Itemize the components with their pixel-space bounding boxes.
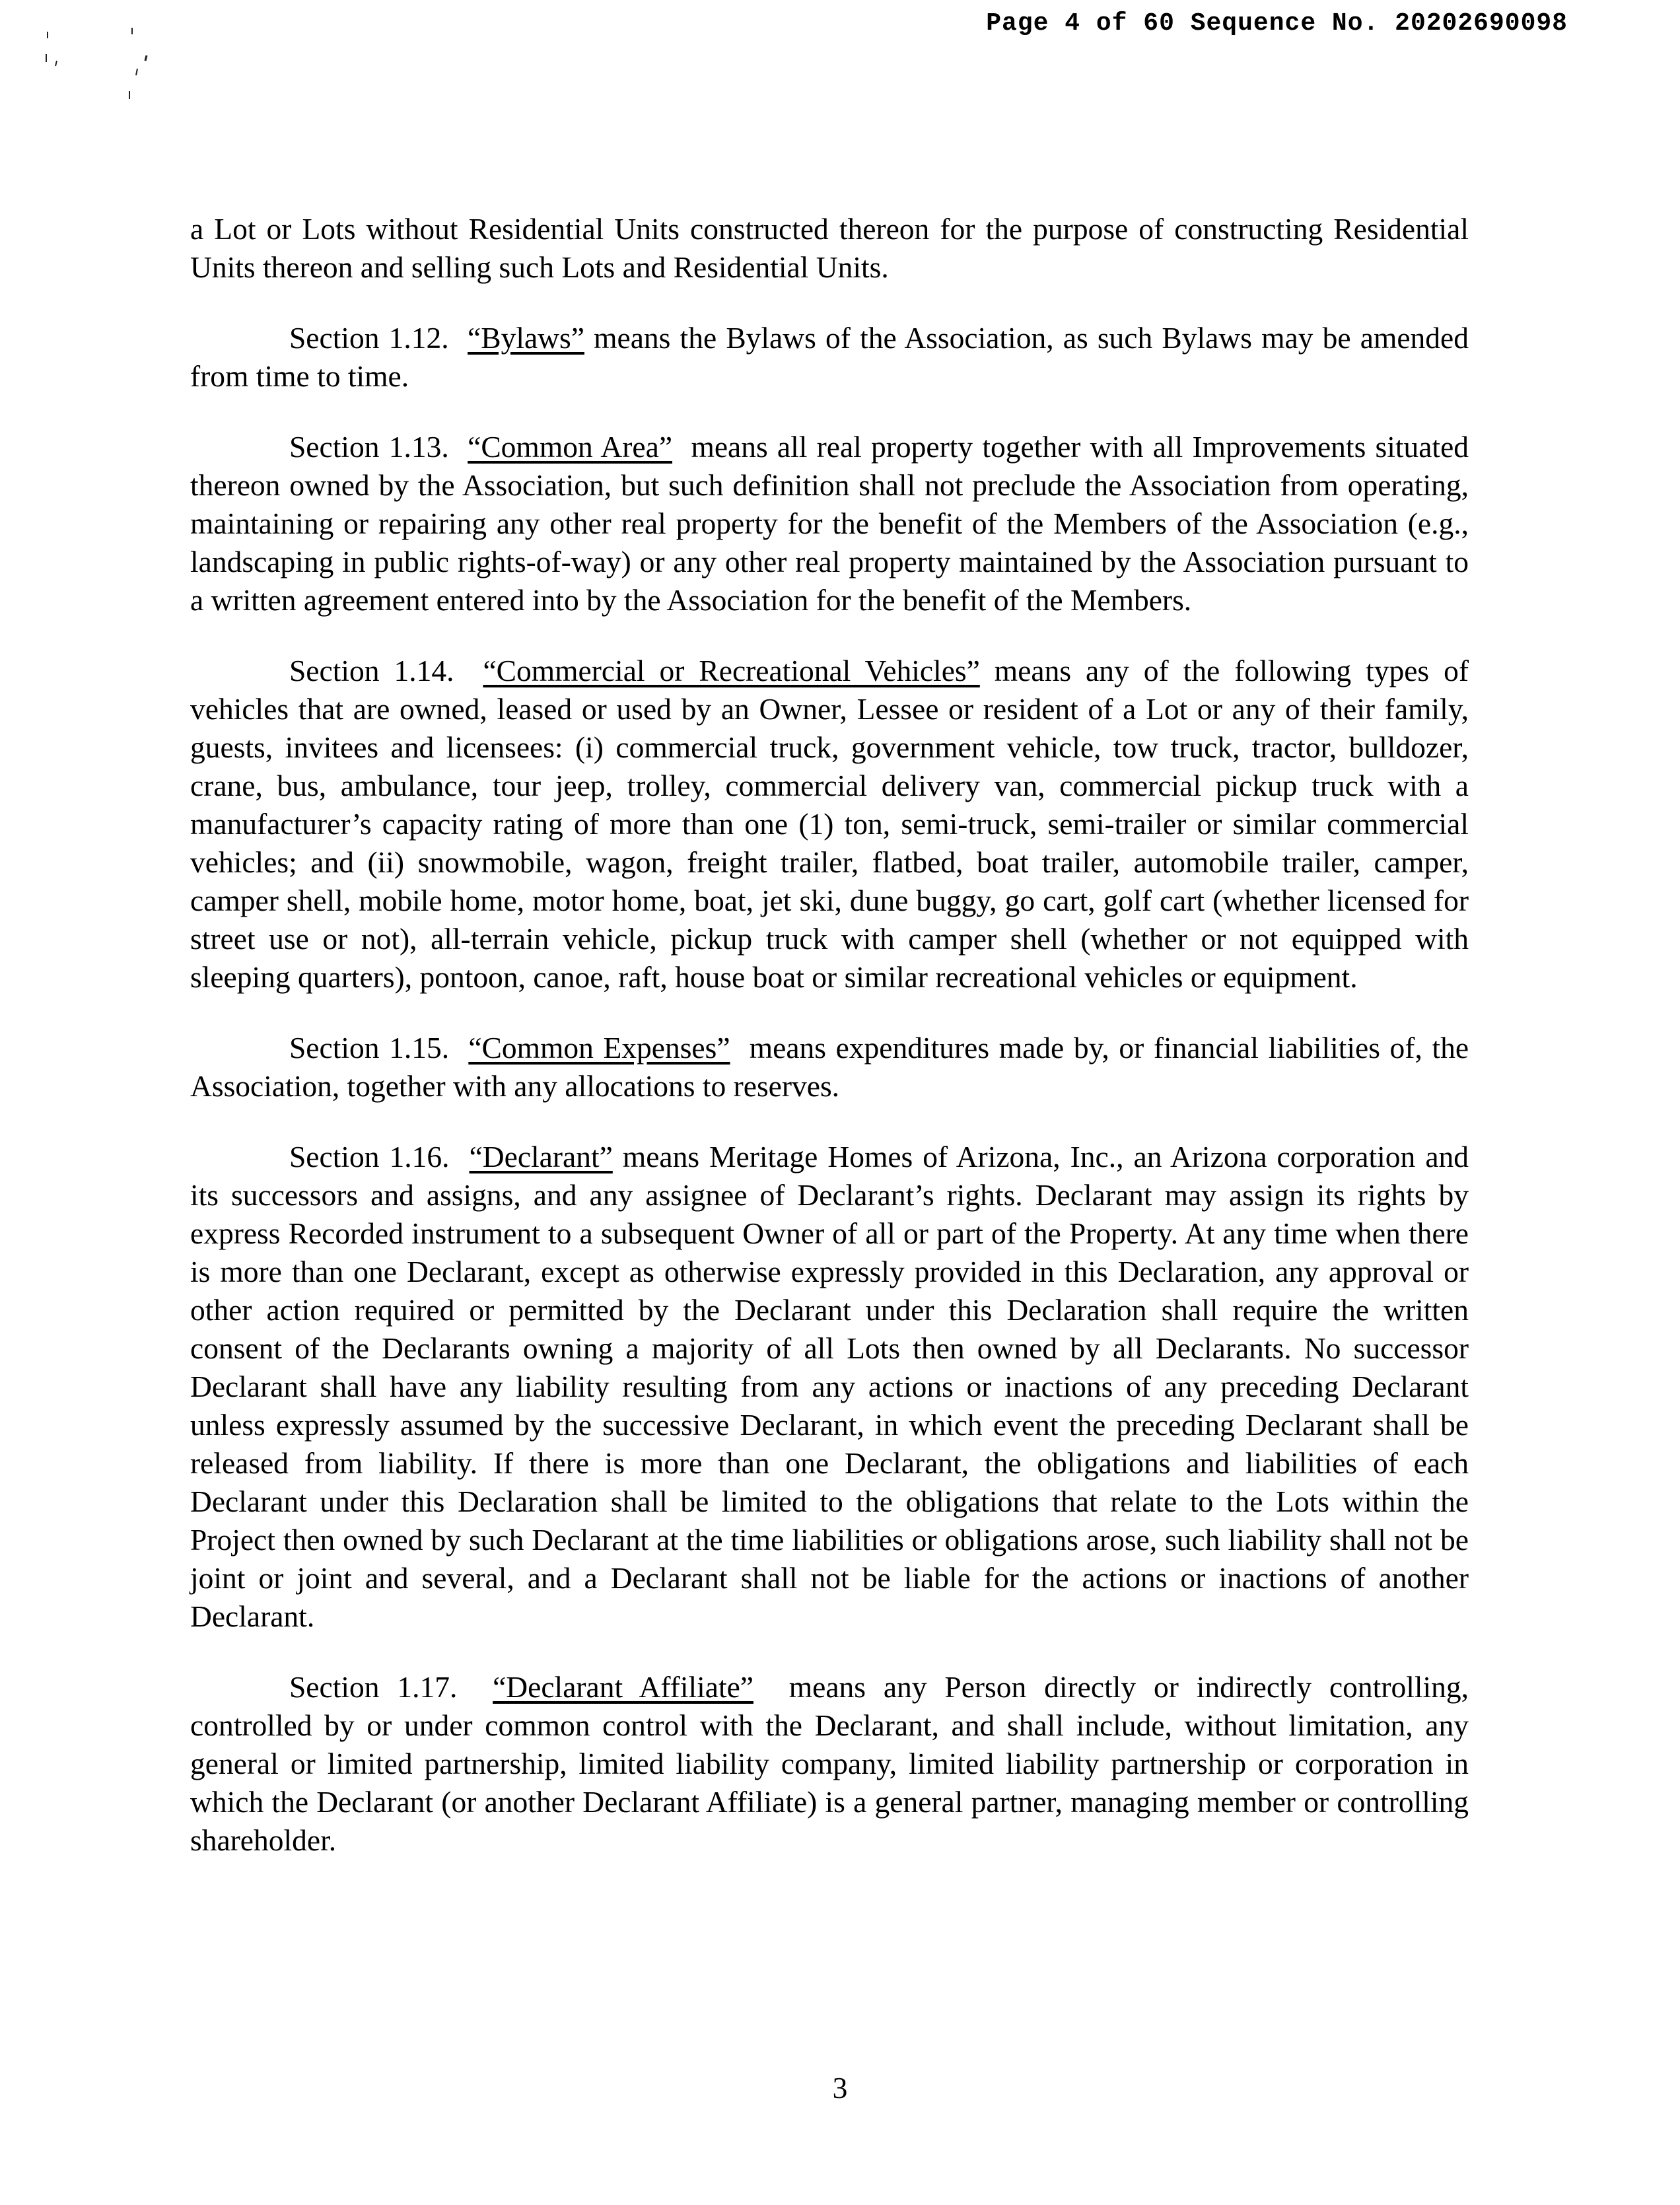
section-number: Section 1.17. — [289, 1670, 458, 1704]
defined-term: “Commercial or Recreational Vehicles” — [483, 654, 980, 687]
section-body: means all real property together with all Improvements situated thereon owned by the Association, but such definition shall not preclude the Association from operating, maintaining or repairing any other real property for the benefit of the Members of the Association (e.g., landscaping in public rights-of-way) or any other real property maintained by the Association pursuant to a written agreement entered into by the Association for the benefit of the Members. — [190, 430, 1469, 617]
paragraph-body: a Lot or Lots without Residential Units constructed thereon for the purpose of constructing Residential Units thereon and selling such Lots and Residential Units. — [190, 212, 1469, 284]
defined-term: “Declarant” — [469, 1140, 613, 1173]
section-number: Section 1.15. — [289, 1031, 450, 1065]
section-body: means expenditures made by, or financial liabilities of, the Association, together with any allocations to reserves. — [190, 1031, 1469, 1103]
defined-term: “Declarant Affiliate” — [493, 1670, 753, 1704]
page-number: 3 — [832, 2071, 848, 2105]
section-1-13 — [190, 428, 1469, 619]
section-number: Section 1.12. — [289, 321, 449, 355]
section-body: means Meritage Homes of Arizona, Inc., an Arizona corporation and its successors and assigns, and any assignee of Declarant’s rights. Declarant may assign its rights by express Recorded instrument to a subsequent Owner of all or part of the Property. At any time when there is more than one Declarant, except as otherwise expressly provided in this Declaration, any approval or other action required or permitted by the Declarant under this Declaration shall require the written consent of the Declarants owning a majority of all Lots then owned by all Declarants. No successor Declarant shall have any liability resulting from any actions or inactions of any preceding Declarant unless expressly assumed by the successive Declarant, in which event the preceding Declarant shall be released from liability. If there is more than one Declarant, the obligations and liabilities of each Declarant under this Declaration shall be limited to the obligations that relate to the Lots within the Project then owned by such Declarant at the time liabilities or obligations arose, such liability shall not be joint or joint and several, and a Declarant shall not be liable for the actions or inactions of another Declarant. — [190, 1140, 1469, 1633]
section-number: Section 1.14. — [289, 654, 454, 687]
defined-term: “Common Expenses” — [468, 1031, 730, 1065]
page-header: Page 4 of 60 Sequence No. 20202690098 — [986, 9, 1568, 38]
scan-marks — [40, 26, 158, 112]
section-1-12 — [190, 319, 1469, 396]
section-1-17 — [190, 1668, 1469, 1860]
section-number: Section 1.16. — [289, 1140, 450, 1173]
section-1-14 — [190, 652, 1469, 997]
document-body — [190, 210, 1469, 1892]
section-1-16 — [190, 1138, 1469, 1636]
section-body: means the Bylaws of the Association, as such Bylaws may be amended from time to time. — [190, 321, 1469, 393]
defined-term: “Bylaws” — [468, 321, 584, 355]
section-body: means any Person directly or indirectly controlling, controlled by or under common control with the Declarant, and shall include, without limitation, any general or limited partnership, limited liability company, limited liability partnership or corporation in which the Declarant (or another Declarant Affiliate) is a general partner, managing member or controlling shareholder. — [190, 1670, 1469, 1857]
defined-term: “Common Area” — [468, 430, 673, 464]
paragraph-continuation — [190, 210, 1469, 287]
section-body: means any of the following types of vehicles that are owned, leased or used by an Owner, Lessee or resident of a Lot or any of their family, guests, invitees and licensees: (i) commercial truck, government vehicle, tow truck, tractor, bulldozer, crane, bus, ambulance, tour jeep, trolley, commercial delivery van, commercial pickup truck with a manufacturer’s capacity rating of more than one (1) ton, semi-truck, semi-trailer or similar commercial vehicles; and (ii) snowmobile, wagon, freight trailer, flatbed, boat trailer, automobile trailer, camper, camper shell, mobile home, motor home, boat, jet ski, dune buggy, go cart, golf cart (whether licensed for street use or not), all-terrain vehicle, pickup truck with camper shell (whether or not equipped with sleeping quarters), pontoon, canoe, raft, house boat or similar recreational vehicles or equipment. — [190, 654, 1469, 994]
section-1-15 — [190, 1029, 1469, 1105]
section-number: Section 1.13. — [289, 430, 449, 464]
